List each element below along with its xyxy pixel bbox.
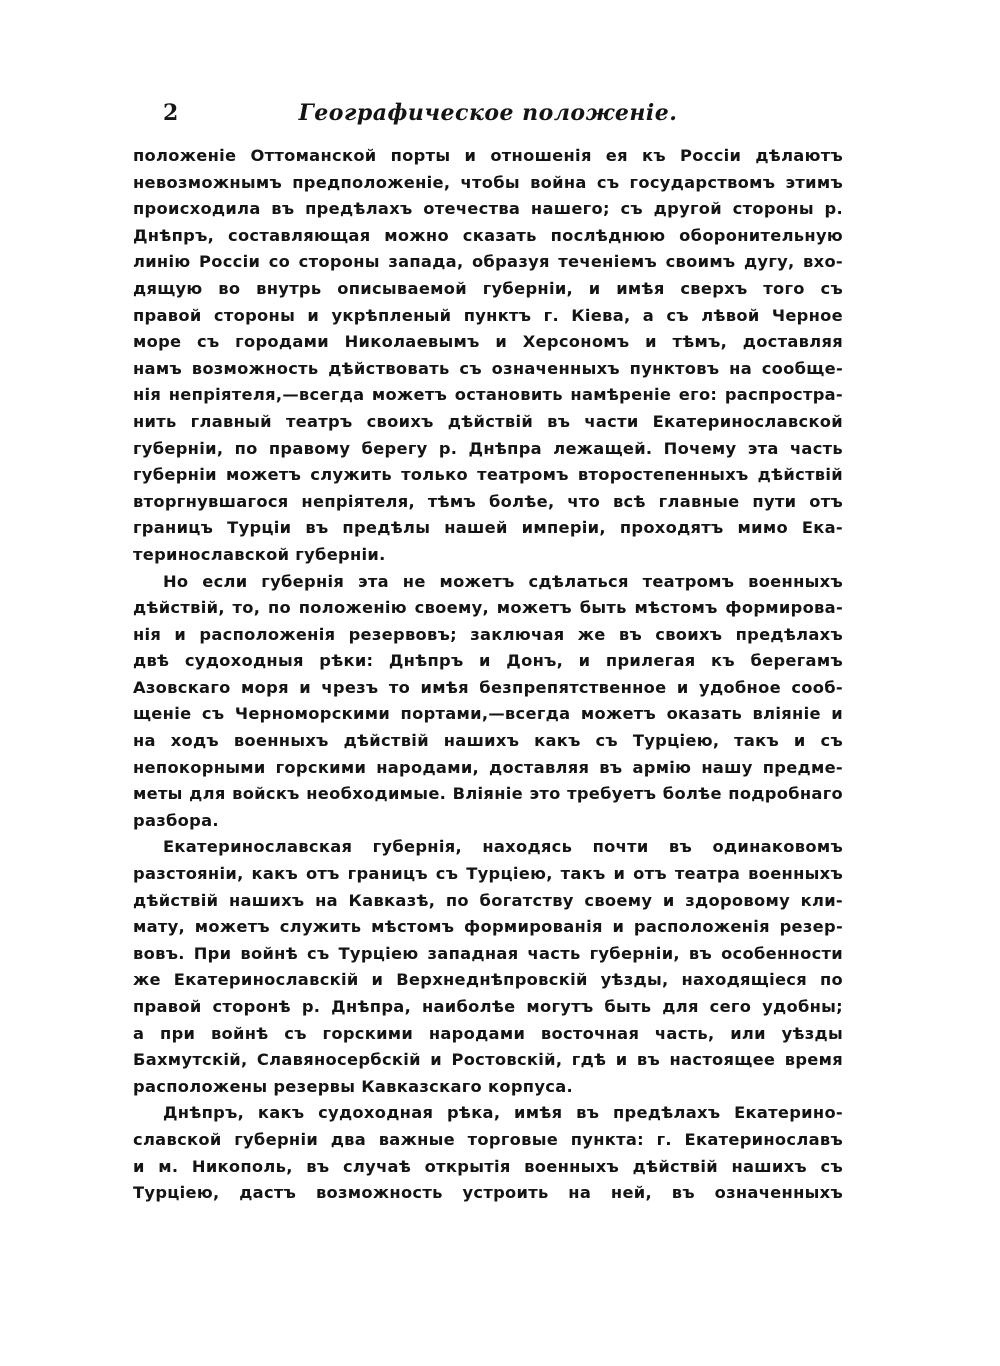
page-header [133, 100, 843, 134]
text-line: Азовскаго моря и чрезъ то имѣя безпрепятственное и удобное сооб- [133, 677, 843, 697]
text-line: расположены резервы Кавказскаго корпуса. [133, 1076, 573, 1096]
text-line: а при войнѣ съ горскими народами восточная часть, или уѣзды [133, 1023, 843, 1043]
paragraph [133, 569, 843, 835]
text-line: нить главный театръ своихъ дѣйствій въ части Екатеринославской [133, 411, 843, 431]
text-line: славской губерніи два важные торговые пункта: г. Екатеринославъ [133, 1129, 843, 1149]
paragraph [133, 834, 843, 1100]
text-line: разбора. [133, 810, 219, 830]
paragraph [133, 1100, 843, 1206]
text-line: правой сторонѣ р. Днѣпра, наиболѣе могутъ быть для сего удобны; [133, 997, 843, 1016]
body-text [133, 143, 843, 1207]
text-line: Но если губернія эта не можетъ сдѣлаться театромъ военныхъ [163, 571, 843, 591]
text-line: двѣ судоходныя рѣки: Днѣпръ и Донъ, и прилегая къ берегамъ [133, 651, 843, 671]
page-number: 2 [163, 100, 179, 126]
text-line: щеніе съ Черноморскими портами,—всегда можетъ оказать вліяніе и [133, 704, 843, 724]
text-line: дящую во внутрь описываемой губерніи, и имѣя сверхъ того съ [133, 278, 843, 298]
text-line: Екатеринославская губернія, находясь почти въ одинаковомъ [163, 837, 843, 857]
text-line: правой стороны и укрѣпленый пунктъ г. Кіева, а съ лѣвой Черное [133, 305, 843, 325]
paragraph [133, 143, 843, 569]
text-line: линію Россіи со стороны запада, образуя теченіемъ своимъ дугу, вхо- [133, 252, 843, 272]
text-line: Днѣпръ, составляющая можно сказать послѣднюю оборонительную [133, 225, 843, 245]
text-line: нія и расположенія резервовъ; заключая же въ своихъ предѣлахъ [133, 624, 843, 644]
text-line: губерніи можетъ служить только театромъ второстепенныхъ дѣйствій [133, 465, 843, 485]
text-line: невозможнымъ предположеніе, чтобы война съ государствомъ этимъ [133, 172, 843, 192]
text-line: на ходъ военныхъ дѣйствій нашихъ какъ съ Турціею, такъ и съ [133, 731, 843, 751]
text-line: вовъ. При войнѣ съ Турціею западная часть губерніи, въ особенности [133, 943, 843, 963]
text-line: мату, можетъ служить мѣстомъ формированія и расположенія резер- [133, 917, 843, 937]
text-line: происходила въ предѣлахъ отечества нашего; съ другой стороны р. [133, 199, 843, 219]
text-line: Бахмутскій, Славяносербскій и Ростовскій, гдѣ и въ настоящее время [133, 1050, 843, 1070]
text-line: положеніе Оттоманской порты и отношенія ея къ Россіи дѣлаютъ [133, 146, 843, 165]
text-line: дѣйствій нашихъ на Кавказѣ, по богатству своему и здоровому кли- [133, 890, 843, 910]
running-title: Географическое положеніе. [298, 100, 678, 126]
text-line: море съ городами Николаевымъ и Херсономъ и тѣмъ, доставляя [133, 332, 843, 352]
text-line: границъ Турціи въ предѣлы нашей имперіи, проходятъ мимо Ека- [133, 518, 843, 538]
text-line: вторгнувшагося непріятеля, тѣмъ болѣе, что всѣ главные пути отъ [133, 491, 843, 511]
text-line: нія непріятеля,—всегда можетъ остановить намѣреніе его: распростра- [133, 385, 843, 405]
text-line: Днѣпръ, какъ судоходная рѣка, имѣя въ предѣлахъ Екатерино- [163, 1103, 843, 1123]
text-line: непокорными горскими народами, доставляя въ армію нашу предме- [133, 757, 843, 777]
text-line: меты для войскъ необходимые. Вліяніе это требуетъ болѣе подробнаго [133, 784, 843, 804]
text-line: теринославской губерніи. [133, 544, 386, 564]
text-line: дѣйствій, то, по положенію своему, можетъ быть мѣстомъ формирова- [133, 598, 843, 618]
text-line: намъ возможность дѣйствовать съ означенныхъ пунктовъ на сообще- [133, 358, 843, 378]
text-line: губерніи, по правому берегу р. Днѣпра лежащей. Почему эта часть [133, 438, 843, 458]
text-line: разстояніи, какъ отъ границъ съ Турціею, такъ и отъ театра военныхъ [133, 864, 843, 884]
text-line: же Екатеринославскій и Верхнеднѣпровскій уѣзды, находящіеся по [133, 970, 843, 990]
text-line: и м. Никополь, въ случаѣ открытія военныхъ дѣйствій нашихъ съ [133, 1156, 843, 1176]
text-line: Турціею, дастъ возможность устроить на ней, въ означенныхъ [133, 1183, 843, 1203]
